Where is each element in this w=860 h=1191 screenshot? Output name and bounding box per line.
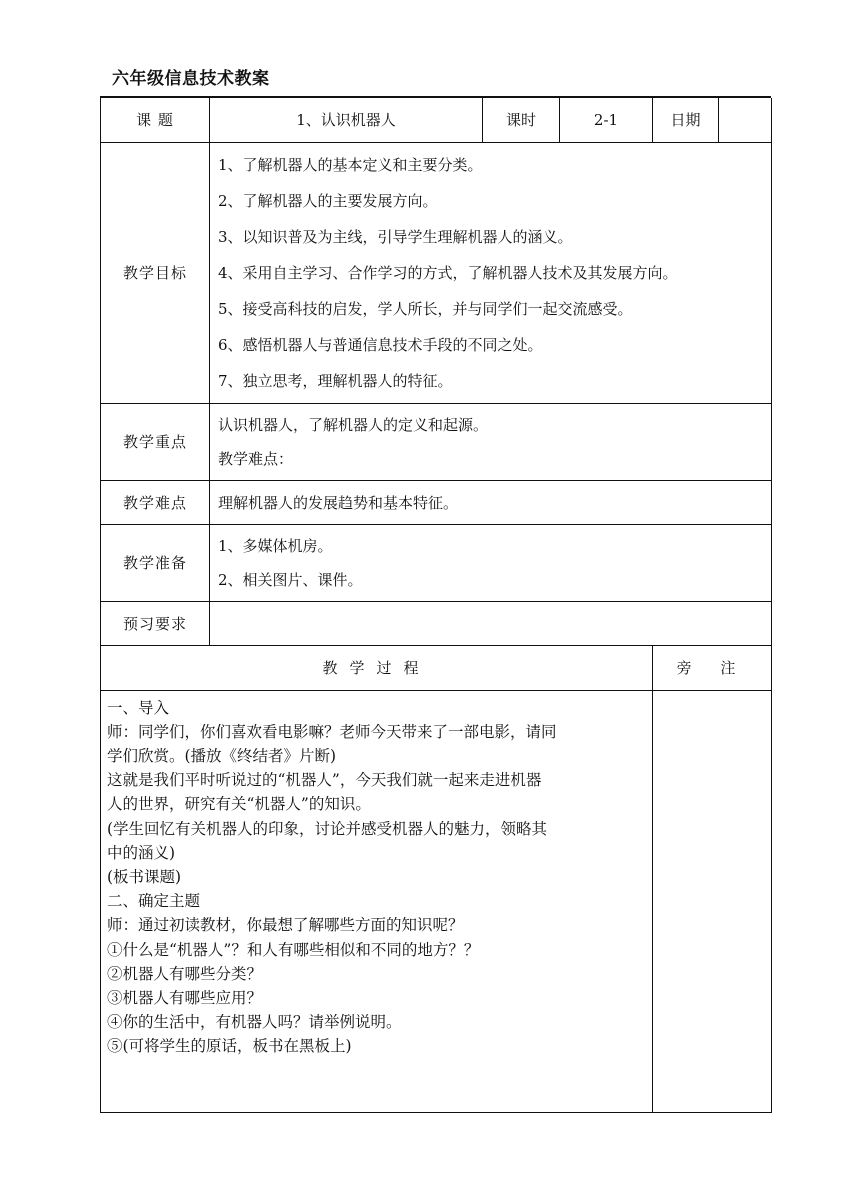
preparation-item: 1、多媒体机房。 [218,536,333,555]
topic-value: 1、认识机器人 [210,98,483,142]
date-label: 日期 [653,98,719,142]
key-point-line: 认识机器人，了解机器人的定义和起源。 [218,415,489,434]
process-line: 二、确定主题 [107,892,201,911]
process-line: 师：同学们，你们喜欢看电影嘛？老师今天带来了一部电影，请同 [107,722,557,741]
key-points-label: 教学重点 [101,403,210,480]
process-header: 教学过程 [101,645,653,690]
document-title: 六年级信息技术教案 [112,69,270,89]
hours-value: 2-1 [560,98,653,142]
preview-label: 预习要求 [101,601,210,645]
preview-content [210,601,772,645]
difficulties-row [101,480,772,524]
process-content [101,690,653,1112]
objective-item: 1、了解机器人的基本定义和主要分类。 [218,155,483,174]
preview-row [101,601,772,645]
process-line: (板书课题) [107,867,182,886]
process-line: 中的涵义) [107,843,176,862]
process-line: ①什么是“机器人”？和人有哪些相似和不同的地方？？ [107,940,480,959]
process-line: 这就是我们平时听说过的“机器人”，今天我们就一起来走进机器 [107,771,542,790]
preparation-content [210,524,772,601]
difficulties-content: 理解机器人的发展趋势和基本特征。 [210,480,772,524]
key-point-line: 教学难点： [218,449,294,468]
process-line: (学生回忆有关机器人的印象，讨论并感受机器人的魅力，领略其 [107,819,548,838]
objectives-row [101,142,772,403]
objective-item: 2、了解机器人的主要发展方向。 [218,191,438,210]
process-line: ③机器人有哪些应用？ [107,988,263,1007]
notes-column [653,690,772,1112]
preparation-row [101,524,772,601]
process-body-row [101,690,772,1112]
header-row [101,98,772,142]
objectives-list [210,142,772,403]
key-points-row [101,403,772,480]
date-value [719,98,772,142]
process-line: ④你的生活中，有机器人吗？请举例说明。 [107,1013,402,1032]
process-line: ⑤(可将学生的原话，板书在黑板上) [107,1037,352,1056]
preparation-label: 教学准备 [101,524,210,601]
process-line: 学们欣赏。(播放《终结者》片断) [107,746,337,765]
objective-item: 6、感悟机器人与普通信息技术手段的不同之处。 [218,335,543,354]
process-line: 一、导入 [107,698,170,717]
objective-item: 4、采用自主学习、合作学习的方式，了解机器人技术及其发展方向。 [218,263,678,282]
objective-item: 5、接受高科技的启发，学人所长，并与同学们一起交流感受。 [218,299,633,318]
process-line: 师：通过初读教材，你最想了解哪些方面的知识呢？ [107,916,464,935]
objective-item: 7、独立思考，理解机器人的特征。 [218,371,453,390]
hours-label: 课时 [483,98,560,142]
process-line: 人的世界，研究有关“机器人”的知识。 [107,795,371,814]
topic-label: 课 题 [101,98,210,142]
lesson-plan-table [100,98,772,1113]
process-line: ②机器人有哪些分类？ [107,964,263,983]
objective-item: 3、以知识普及为主线，引导学生理解机器人的涵义。 [218,227,573,246]
notes-header: 旁 注 [653,645,772,690]
process-header-row [101,645,772,690]
objectives-label: 教学目标 [101,142,210,403]
preparation-item: 2、相关图片、课件。 [218,570,363,589]
key-points-content [210,403,772,480]
difficulties-label: 教学难点 [101,480,210,524]
